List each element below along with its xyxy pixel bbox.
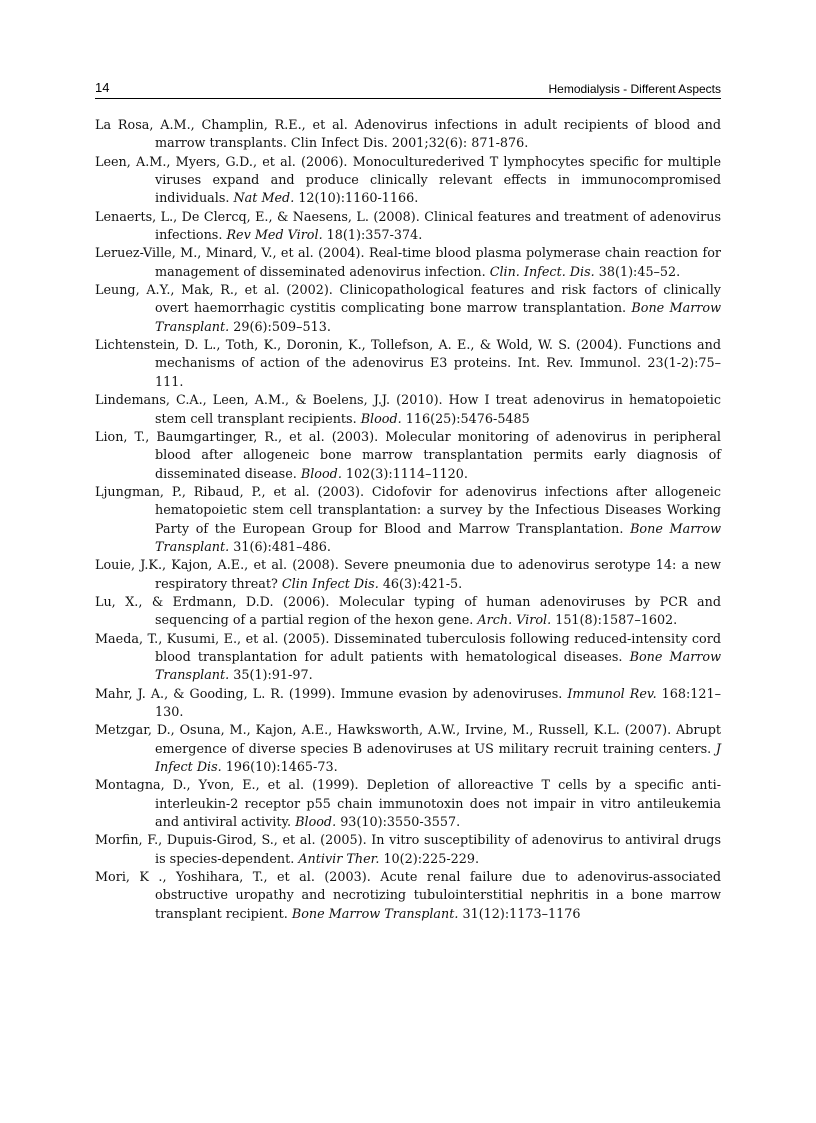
reference-volume: 151(8):1587–1602. (551, 613, 678, 629)
reference-volume: 31(12):1173–1176 (458, 906, 581, 922)
reference-volume: 46(3):421-5. (378, 576, 463, 592)
reference-text: Leung, A.Y., Mak, R., et al. (2002). Clinicopathological features and risk factors of clinically overt haemorrhagic cystitis complicating bone marrow transplantation. (95, 283, 721, 317)
reference-text: Mori, K ., Yoshihara, T., et al. (2003). Acute renal failure due to adenovirus-associated obstructive uropathy and necrotizing tubulointerstitial nephritis in a bone marrow transplant recipient. (95, 870, 721, 922)
reference-text: Leen, A.M., Myers, G.D., et al. (2006). Monoculturederived T lymphocytes specific for multiple viruses expand and produce clinically relevant effects in immunocompromised individuals. (95, 154, 721, 207)
reference-entry (95, 484, 721, 557)
reference-list (95, 117, 721, 924)
reference-volume: 93(10):3550-3557. (336, 815, 461, 831)
reference-volume: 10(2):225-229. (379, 851, 480, 867)
reference-volume: 12(10):1160-1166. (294, 191, 419, 207)
reference-entry (95, 722, 721, 777)
reference-text: Louie, J.K., Kajon, A.E., et al. (2008). Severe pneumonia due to adenovirus serotype 14: a new respiratory threat? (95, 558, 721, 592)
reference-journal: Nat Med. (233, 191, 295, 207)
reference-entry (95, 777, 721, 832)
reference-text: Maeda, T., Kusumi, E., et al. (2005). Disseminated tuberculosis following reduced-intensity cord blood transplantation for adult patients with hematological diseases. (95, 631, 721, 665)
reference-entry (95, 245, 721, 282)
reference-entry (95, 337, 721, 392)
reference-entry (95, 117, 721, 154)
page-header (95, 80, 721, 99)
reference-journal: Bone Marrow Transplant. (155, 649, 721, 684)
reference-text: Montagna, D., Yvon, E., et al. (1999). Depletion of alloreactive T cells by a specific anti-interleukin-2 receptor p55 chain immunotoxin does not impair in vitro antileukemia and antiviral activity. (95, 778, 721, 831)
reference-volume: 38(1):45–52. (594, 264, 681, 280)
reference-volume: 168:121–130. (155, 686, 721, 720)
reference-volume: 31(6):481–486. (229, 539, 331, 555)
reference-text: Lichtenstein, D. L., Toth, K., Doronin, K., Tollefson, A. E., & Wold, W. S. (2004). Functions and mechanisms of action of the adenovirus E3 proteins. Int. Rev. Immunol. 23(1-2):75–111. (95, 338, 721, 390)
reference-journal: Antivir Ther. (298, 851, 380, 867)
reference-entry (95, 209, 721, 246)
reference-entry (95, 282, 721, 337)
reference-journal: Rev Med Virol. (226, 228, 323, 244)
reference-journal: Bone Marrow Transplant. (291, 906, 459, 922)
reference-journal: Blood. (360, 411, 402, 427)
reference-entry (95, 631, 721, 686)
reference-journal: Clin. Infect. Dis. (489, 264, 595, 280)
reference-journal: Clin Infect Dis. (281, 576, 379, 592)
reference-volume: 196(10):1465-73. (221, 760, 338, 776)
reference-entry (95, 686, 721, 723)
reference-volume: 116(25):5476-5485 (401, 411, 530, 427)
reference-text: Metzgar, D., Osuna, M., Kajon, A.E., Hawksworth, A.W., Irvine, M., Russell, K.L. (2007). Abrupt emergence of diverse species B adenoviruses at US military recruit training centers. (95, 723, 721, 757)
reference-text: Leruez-Ville, M., Minard, V., et al. (2004). Real-time blood plasma polymerase chain reaction for management of disseminated adenovirus infection. (95, 246, 721, 280)
running-title: Hemodialysis - Different Aspects (548, 82, 721, 96)
reference-journal: J Infect Dis. (155, 741, 721, 776)
reference-entry (95, 557, 721, 594)
reference-text: Mahr, J. A., & Gooding, L. R. (1999). Immune evasion by adenoviruses. (95, 686, 568, 702)
reference-volume: 102(3):1114–1120. (341, 466, 468, 482)
reference-volume: 29(6):509–513. (229, 319, 331, 335)
reference-entry (95, 429, 721, 484)
reference-journal: Blood. (300, 466, 342, 482)
reference-text: Lindemans, C.A., Leen, A.M., & Boelens, J.J. (2010). How I treat adenovirus in hematopoietic stem cell transplant recipients. (95, 393, 721, 427)
reference-journal: Bone Marrow Transplant. (155, 301, 721, 335)
reference-journal: Blood. (295, 815, 337, 831)
reference-entry (95, 392, 721, 429)
reference-text: Ljungman, P., Ribaud, P., et al. (2003). Cidofovir for adenovirus infections after allogeneic hematopoietic stem cell transplantation: a survey by the Infectious Diseases Working Party of the European Group for Blood and Marrow Transplantation. (95, 484, 721, 537)
reference-text: Lenaerts, L., De Clercq, E., & Naesens, L. (2008). Clinical features and treatment of adenovirus infections. (95, 209, 721, 244)
reference-text: La Rosa, A.M., Champlin, R.E., et al. Adenovirus infections in adult recipients of blood and marrow transplants. Clin Infect Dis. 2001;32(6): 871-876. (95, 118, 721, 152)
reference-volume: 35(1):91-97. (229, 668, 313, 684)
reference-entry (95, 832, 721, 869)
reference-journal: Immunol Rev. (567, 686, 657, 702)
reference-text: Morfin, F., Dupuis-Girod, S., et al. (2005). In vitro susceptibility of adenovirus to antiviral drugs is species-dependent. (95, 833, 721, 867)
page-number: 14 (95, 80, 110, 95)
reference-volume: 18(1):357-374. (322, 228, 423, 244)
reference-text: Lu, X., & Erdmann, D.D. (2006). Molecular typing of human adenoviruses by PCR and sequencing of a partial region of the hexon gene. (95, 594, 721, 629)
reference-text: Lion, T., Baumgartinger, R., et al. (2003). Molecular monitoring of adenovirus in peripheral blood after allogeneic bone marrow transplantation permits early diagnosis of disseminated disease. (95, 429, 721, 482)
reference-journal: Bone Marrow Transplant. (155, 521, 721, 555)
reference-entry (95, 594, 721, 631)
reference-journal: Arch. Virol. (477, 613, 552, 629)
reference-entry (95, 869, 721, 924)
reference-entry (95, 154, 721, 209)
